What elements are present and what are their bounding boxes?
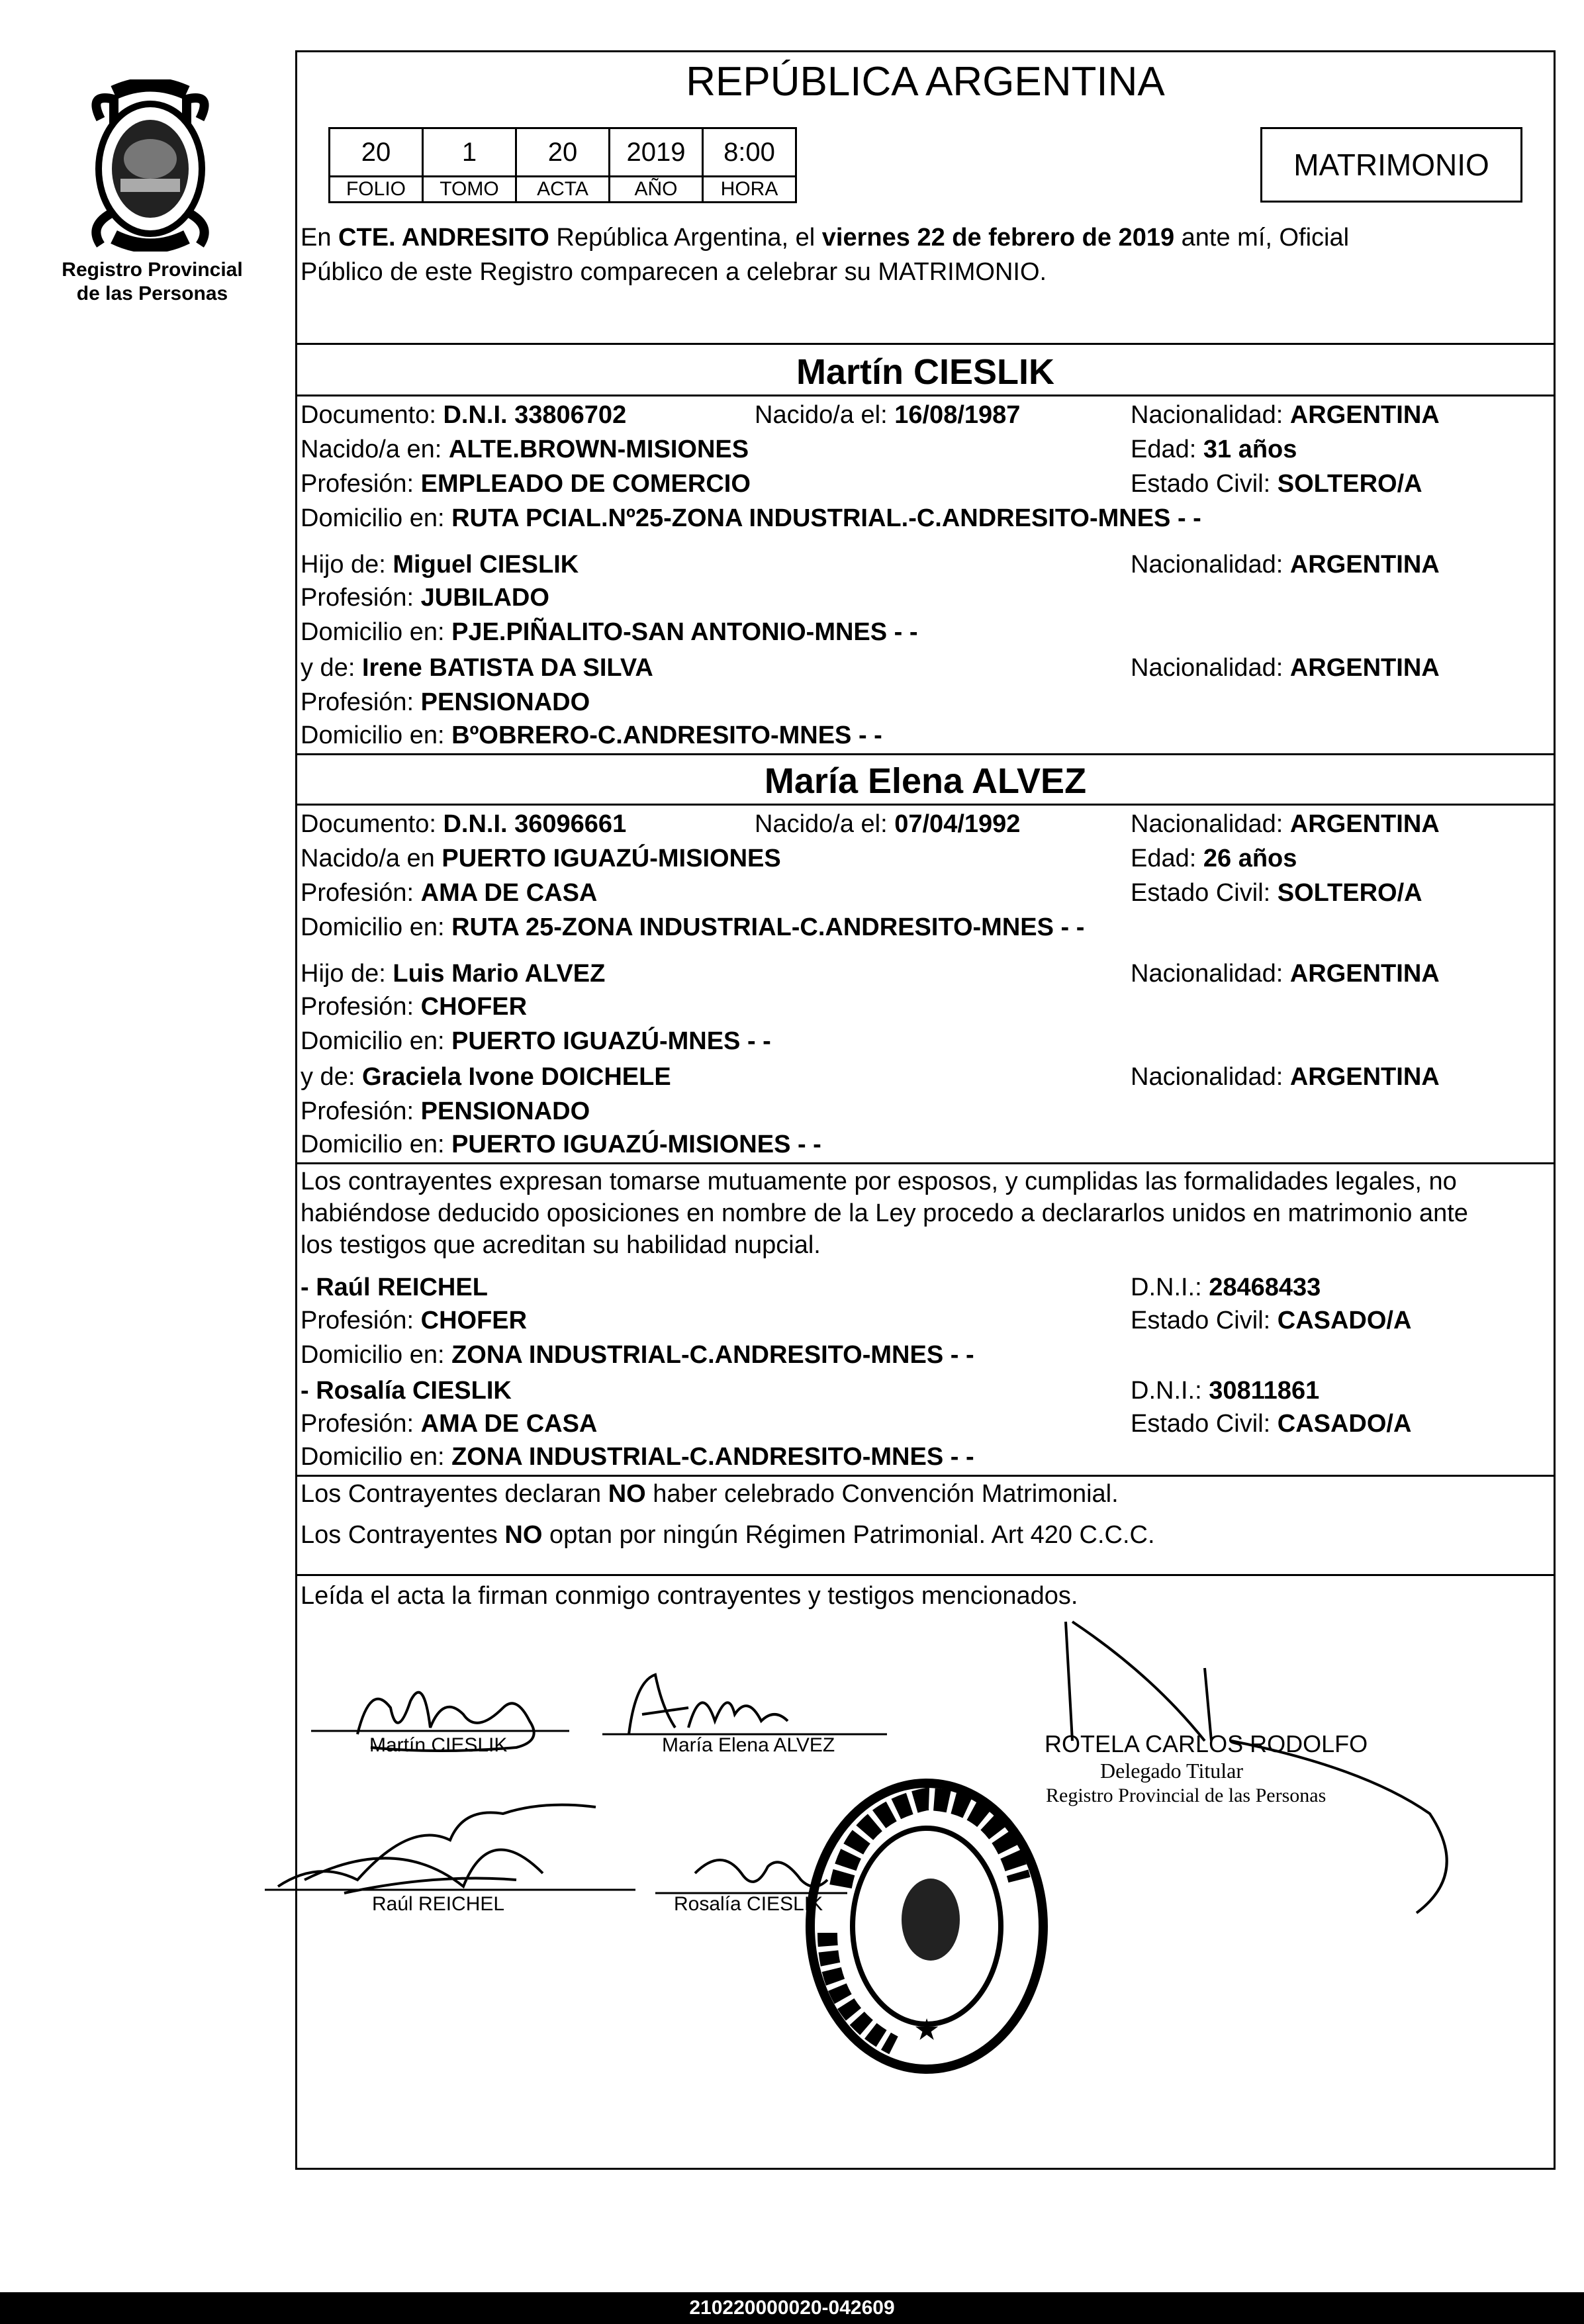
convention-text: haber celebrado Convención Matrimonial. — [645, 1480, 1119, 1508]
divider — [295, 753, 1556, 755]
groom-born: 16/08/1987 — [894, 401, 1021, 429]
bride-father-prof: CHOFER — [420, 993, 528, 1021]
divider — [295, 1162, 1556, 1164]
field-label: Nacionalidad: — [1131, 401, 1290, 429]
acta-value: 20 — [515, 127, 610, 177]
field-label: Edad: — [1131, 436, 1203, 463]
field-label: Nacionalidad: — [1131, 551, 1290, 579]
bride-mother: Graciela Ivone DOICHELE — [361, 1063, 671, 1091]
logo-caption-line2: de las Personas — [76, 283, 228, 304]
act-type-box: MATRIMONIO — [1260, 127, 1522, 203]
intro-text: En — [301, 224, 339, 252]
groom-mother-dom: BºOBRERO-C.ANDRESITO-MNES - - — [451, 721, 882, 749]
divider — [295, 1475, 1556, 1477]
intro-date: viernes 22 de febrero de 2019 — [821, 224, 1175, 252]
logo-caption-line1: Registro Provincial — [62, 259, 243, 281]
intro-line1 — [301, 222, 1349, 253]
field-label: Domicilio en: — [301, 913, 452, 941]
field-label: Documento: — [301, 810, 443, 838]
ceremony-line1: Los contrayentes expresan tomarse mutuamente por esposos, y cumplidas las formalidades legales, no — [301, 1168, 1457, 1195]
ano-label: AÑO — [608, 177, 704, 203]
field-label: Profesión: — [301, 584, 421, 612]
groom-father: Miguel CIESLIK — [393, 551, 579, 579]
divider — [295, 395, 1556, 396]
field-label: Nacionalidad: — [1131, 810, 1290, 838]
groom-father-dom: PJE.PIÑALITO-SAN ANTONIO-MNES - - — [451, 618, 918, 646]
field-label: Nacionalidad: — [1131, 1063, 1290, 1091]
groom-signature-label: Martín CIESLIK — [369, 1734, 508, 1756]
witness2-civil: CASADO/A — [1277, 1410, 1412, 1438]
convention-no: NO — [608, 1480, 646, 1508]
groom-father-prof: JUBILADO — [420, 584, 549, 612]
field-label: Profesión: — [301, 1410, 421, 1438]
witness2-name: - Rosalía CIESLIK — [301, 1377, 512, 1405]
divider — [295, 804, 1556, 806]
divider — [295, 1574, 1556, 1576]
bride-father-nat: ARGENTINA — [1289, 960, 1440, 988]
convention-text: Los Contrayentes — [301, 1521, 505, 1549]
bride-born: 07/04/1992 — [894, 810, 1021, 838]
field-label: Nacido/a en: — [301, 436, 449, 463]
field-label: D.N.I.: — [1131, 1377, 1209, 1405]
groom-father-nat: ARGENTINA — [1289, 551, 1440, 579]
field-label: Profesión: — [301, 879, 421, 907]
groom-mother-prof: PENSIONADO — [420, 688, 590, 716]
bride-mother-prof: PENSIONADO — [420, 1097, 590, 1125]
groom-birthplace: ALTE.BROWN-MISIONES — [448, 436, 749, 463]
bride-civil: SOLTERO/A — [1277, 879, 1422, 907]
bride-doc: D.N.I. 36096661 — [443, 810, 627, 838]
bride-nat: ARGENTINA — [1289, 810, 1440, 838]
officer-office: Registro Provincial de las Personas — [1046, 1785, 1327, 1806]
groom-mother: Irene BATISTA DA SILVA — [361, 654, 653, 682]
field-label: Nacionalidad: — [1131, 654, 1290, 682]
logo-caption — [40, 258, 265, 306]
field-label: Domicilio en: — [301, 504, 452, 532]
field-label: Profesión: — [301, 688, 421, 716]
field-label: Profesión: — [301, 1307, 421, 1334]
field-label: Estado Civil: — [1131, 470, 1278, 498]
bride-signature-label: María Elena ALVEZ — [662, 1734, 835, 1756]
witness1-civil: CASADO/A — [1277, 1307, 1412, 1334]
field-label: Nacido/a en — [301, 845, 442, 872]
convention-line2 — [301, 1520, 1155, 1550]
groom-name-heading: Martín CIESLIK — [796, 352, 1055, 392]
hora-label: HORA — [702, 177, 797, 203]
bride-father-dom: PUERTO IGUAZÚ-MNES - - — [451, 1027, 771, 1055]
field-label: Documento: — [301, 401, 443, 429]
bride-mother-nat: ARGENTINA — [1289, 1063, 1440, 1091]
field-label: Nacionalidad: — [1131, 960, 1290, 988]
field-label: Edad: — [1131, 845, 1203, 872]
field-label: Estado Civil: — [1131, 1410, 1278, 1438]
svg-text:★: ★ — [915, 2016, 939, 2045]
groom-prof: EMPLEADO DE COMERCIO — [420, 470, 751, 498]
witness1-signature-label: Raúl REICHEL — [372, 1893, 505, 1915]
bride-dom: RUTA 25-ZONA INDUSTRIAL-C.ANDRESITO-MNES - - — [451, 913, 1085, 941]
field-label: Estado Civil: — [1131, 879, 1278, 907]
record-grid — [328, 127, 797, 203]
intro-text: ante mí, Oficial — [1174, 224, 1350, 252]
ano-value: 2019 — [608, 127, 704, 177]
field-label: Profesión: — [301, 1097, 421, 1125]
field-label: y de: — [301, 1063, 362, 1091]
tomo-value: 1 — [422, 127, 517, 177]
closing-statement: Leída el acta la firman conmigo contrayentes y testigos mencionados. — [301, 1582, 1078, 1610]
field-label: Nacido/a el: — [755, 401, 895, 429]
convention-text: Los Contrayentes declaran — [301, 1480, 608, 1508]
page-title: REPÚBLICA ARGENTINA — [686, 59, 1165, 105]
field-label: D.N.I.: — [1131, 1274, 1209, 1301]
intro-place: CTE. ANDRESITO — [338, 224, 549, 252]
field-label: Domicilio en: — [301, 1341, 452, 1369]
bride-prof: AMA DE CASA — [420, 879, 598, 907]
groom-mother-nat: ARGENTINA — [1289, 654, 1440, 682]
officer-name: ROTELA CARLOS RODOLFO — [1045, 1730, 1368, 1757]
witness1-dni: 28468433 — [1209, 1274, 1321, 1301]
field-label: Profesión: — [301, 470, 421, 498]
groom-dom: RUTA PCIAL.Nº25-ZONA INDUSTRIAL.-C.ANDRESITO-MNES - - — [451, 504, 1201, 532]
witness2-signature-label: Rosalía CIESLIK — [674, 1893, 823, 1915]
bride-name-heading: María Elena ALVEZ — [764, 761, 1087, 801]
groom-age: 31 años — [1203, 436, 1297, 463]
ceremony-line2: habiéndose deducido oposiciones en nombre de la Ley procedo a declararlos unidos en matrimonio ante — [301, 1199, 1468, 1227]
bride-mother-dom: PUERTO IGUAZÚ-MISIONES - - — [451, 1131, 821, 1158]
officer-title: Delegado Titular — [1100, 1759, 1243, 1783]
folio-value: 20 — [328, 127, 424, 177]
hora-value: 8:00 — [702, 127, 797, 177]
witness1-name: - Raúl REICHEL — [301, 1274, 488, 1301]
witness1-dom: ZONA INDUSTRIAL-C.ANDRESITO-MNES - - — [451, 1341, 974, 1369]
tomo-label: TOMO — [422, 177, 517, 203]
field-label: Domicilio en: — [301, 618, 452, 646]
witness2-prof: AMA DE CASA — [420, 1410, 598, 1438]
witness1-prof: CHOFER — [420, 1307, 528, 1334]
field-label: Domicilio en: — [301, 1131, 452, 1158]
field-label: Domicilio en: — [301, 1027, 452, 1055]
field-label: Domicilio en: — [301, 1443, 452, 1471]
field-label: Hijo de: — [301, 960, 393, 988]
acta-label: ACTA — [515, 177, 610, 203]
bride-birthplace: PUERTO IGUAZÚ-MISIONES — [442, 845, 781, 872]
groom-civil: SOLTERO/A — [1277, 470, 1422, 498]
convention-line1 — [301, 1479, 1119, 1509]
official-stamp-icon — [801, 1774, 1052, 2082]
footer-barcode-text: 210220000020-042609 — [0, 2292, 1584, 2324]
field-label: Nacido/a el: — [755, 810, 895, 838]
ceremony-line3: los testigos que acreditan su habilidad nupcial. — [301, 1231, 821, 1259]
bride-age: 26 años — [1203, 845, 1297, 872]
witness2-dom: ZONA INDUSTRIAL-C.ANDRESITO-MNES - - — [451, 1443, 974, 1471]
intro-line2: Público de este Registro comparecen a celebrar su MATRIMONIO. — [301, 258, 1047, 286]
field-label: y de: — [301, 654, 362, 682]
groom-doc: D.N.I. 33806702 — [443, 401, 627, 429]
convention-text: optan por ningún Régimen Patrimonial. Art 420 C.C.C. — [542, 1521, 1155, 1549]
field-label: Domicilio en: — [301, 721, 452, 749]
field-label: Estado Civil: — [1131, 1307, 1278, 1334]
folio-label: FOLIO — [328, 177, 424, 203]
convention-no: NO — [504, 1521, 543, 1549]
divider — [295, 343, 1556, 345]
field-label: Hijo de: — [301, 551, 393, 579]
bride-father: Luis Mario ALVEZ — [393, 960, 606, 988]
provincia-de-misiones-seal-icon — [74, 79, 226, 252]
witness2-dni: 30811861 — [1209, 1377, 1320, 1405]
field-label: Profesión: — [301, 993, 421, 1021]
intro-text: República Argentina, el — [549, 224, 822, 252]
groom-nat: ARGENTINA — [1289, 401, 1440, 429]
